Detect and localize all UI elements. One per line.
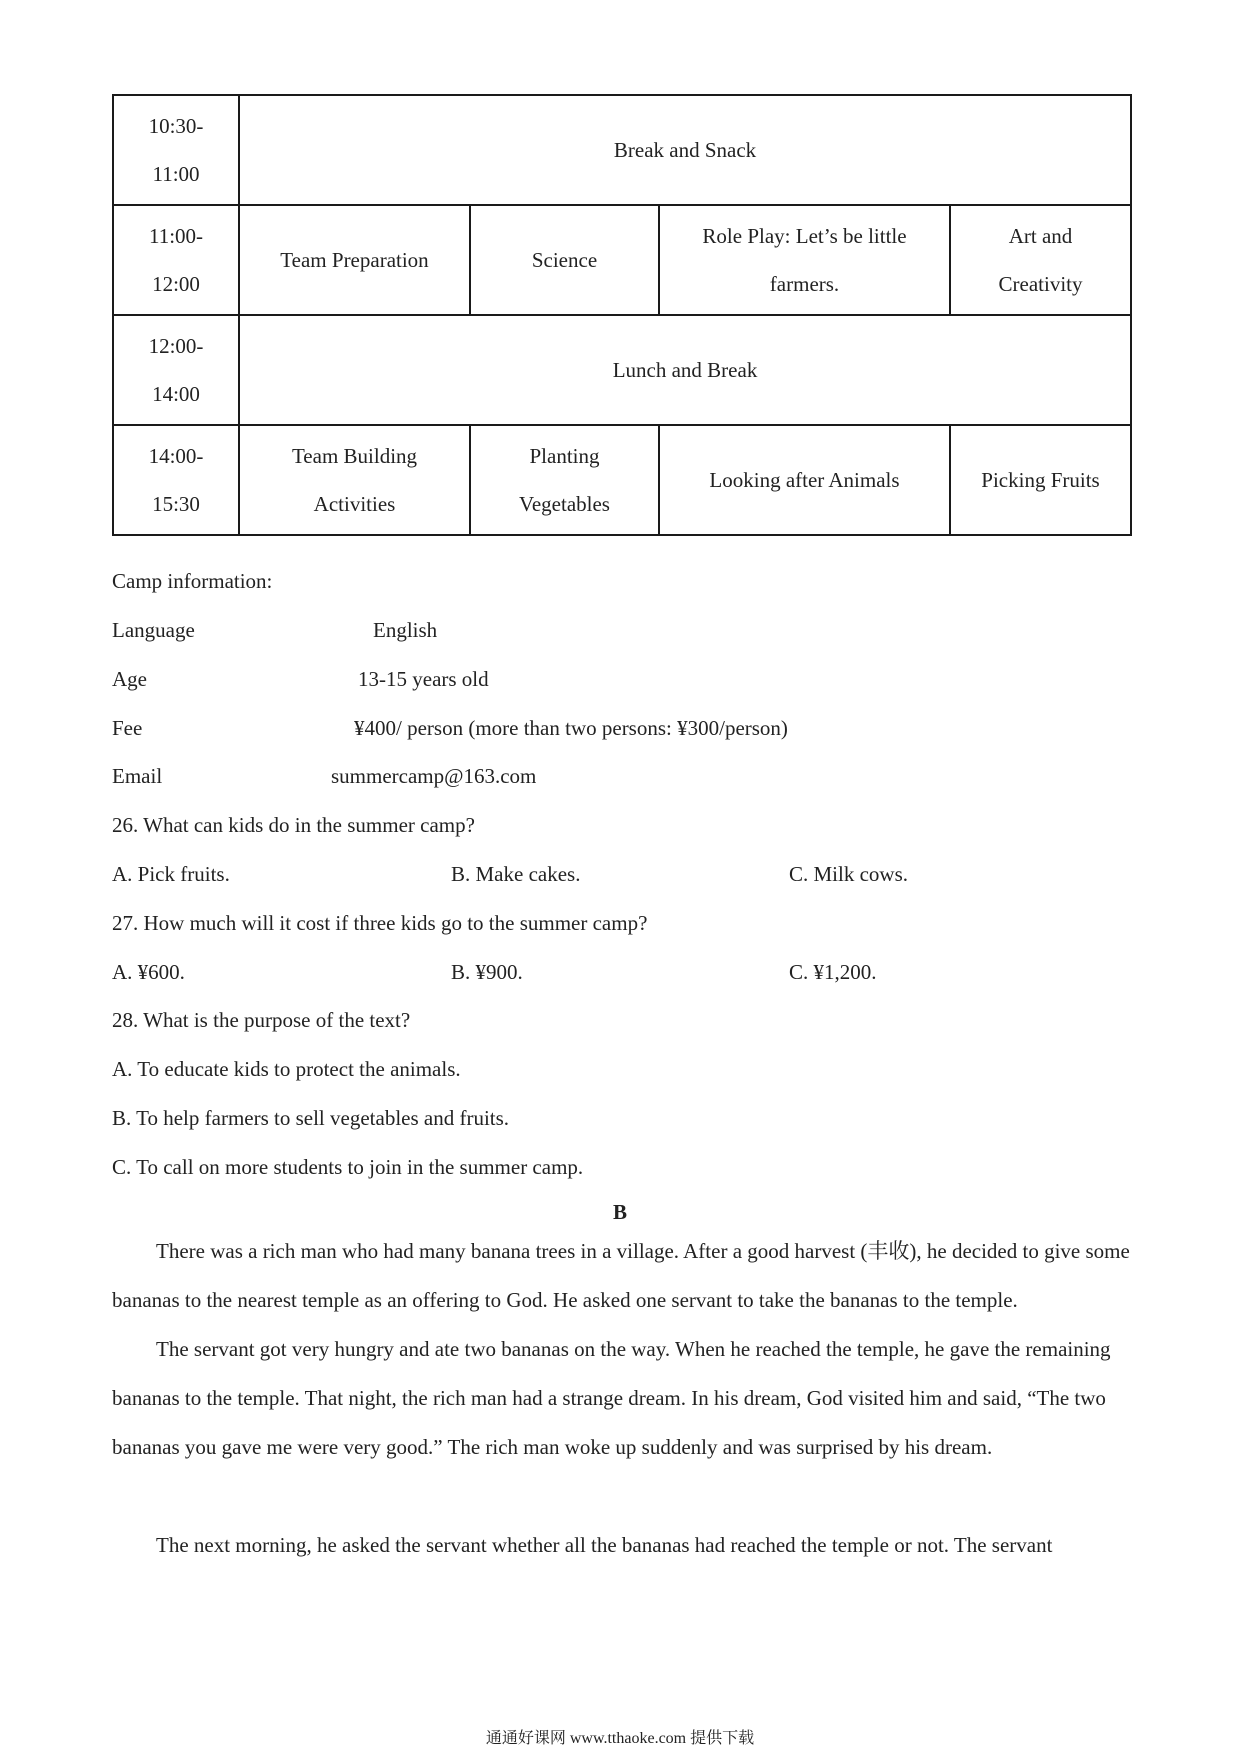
info-label: Email — [112, 764, 163, 788]
activity-cell: Team Preparation — [239, 205, 470, 315]
info-value: English — [373, 618, 438, 642]
info-value: summercamp@163.com — [331, 764, 537, 788]
page-footer: 通通好课网 www.tthaoke.com 提供下载 — [485, 1730, 755, 1747]
info-value: ¥400/ person (more than two persons: ¥300/person) — [354, 716, 788, 740]
schedule-row — [113, 95, 1131, 205]
info-label: Age — [112, 667, 147, 691]
answer-option: B. ¥900. — [451, 960, 523, 984]
time-cell: 10:30- 11:00 — [113, 95, 239, 205]
answer-option: B. To help farmers to sell vegetables and fruits. — [112, 1106, 510, 1130]
answer-option: C. Milk cows. — [789, 862, 909, 886]
answer-option: A. To educate kids to protect the animals. — [112, 1057, 461, 1081]
answer-option: C. ¥1,200. — [789, 960, 877, 984]
question-stem: 27. How much will it cost if three kids go to the summer camp? — [112, 911, 648, 935]
info-value: 13-15 years old — [358, 667, 489, 691]
schedule-row — [113, 315, 1131, 425]
info-label: Language — [112, 618, 195, 642]
time-cell: 12:00- 14:00 — [113, 315, 239, 425]
question-stem: 28. What is the purpose of the text? — [112, 1008, 411, 1032]
info-label: Fee — [112, 716, 143, 740]
answer-option: A. ¥600. — [112, 960, 185, 984]
schedule-table — [112, 94, 1132, 536]
schedule-row — [113, 205, 1131, 315]
passage-paragraph: There was a rich man who had many banana trees in a village. After a good harvest (丰收), he decided to give some bananas to the nearest temple as an offering to God. He asked one servant to take the bananas to the temple. — [112, 1239, 1130, 1312]
activity-cell: Lunch and Break — [239, 315, 1131, 425]
activity-cell: Picking Fruits — [950, 425, 1131, 535]
answer-option: A. Pick fruits. — [112, 862, 230, 886]
camp-info-heading: Camp information: — [112, 569, 273, 593]
answer-option: B. Make cakes. — [451, 862, 581, 886]
passage-paragraph: The servant got very hungry and ate two bananas on the way. When he reached the temple, he gave the remaining bananas to the temple. That night, the rich man had a strange dream. In his dream, God visited him and said, “The two bananas you gave me were very good.” The rich man woke up suddenly and was surprised by his dream. — [112, 1337, 1111, 1459]
activity-cell: Science — [470, 205, 659, 315]
passage-paragraph: The next morning, he asked the servant whether all the bananas had reached the temple or not. The servant — [156, 1533, 1053, 1557]
time-cell: 14:00- 15:30 — [113, 425, 239, 535]
schedule-row — [113, 425, 1131, 535]
activity-cell: Looking after Animals — [659, 425, 950, 535]
activity-cell: Break and Snack — [239, 95, 1131, 205]
time-cell: 11:00- 12:00 — [113, 205, 239, 315]
activity-cell: Role Play: Let’s be little farmers. — [659, 205, 950, 315]
answer-option: C. To call on more students to join in the summer camp. — [112, 1155, 584, 1179]
activity-cell: Planting Vegetables — [470, 425, 659, 535]
activity-cell: Art and Creativity — [950, 205, 1131, 315]
section-heading: B — [612, 1200, 627, 1224]
question-stem: 26. What can kids do in the summer camp? — [112, 813, 475, 837]
activity-cell: Team Building Activities — [239, 425, 470, 535]
